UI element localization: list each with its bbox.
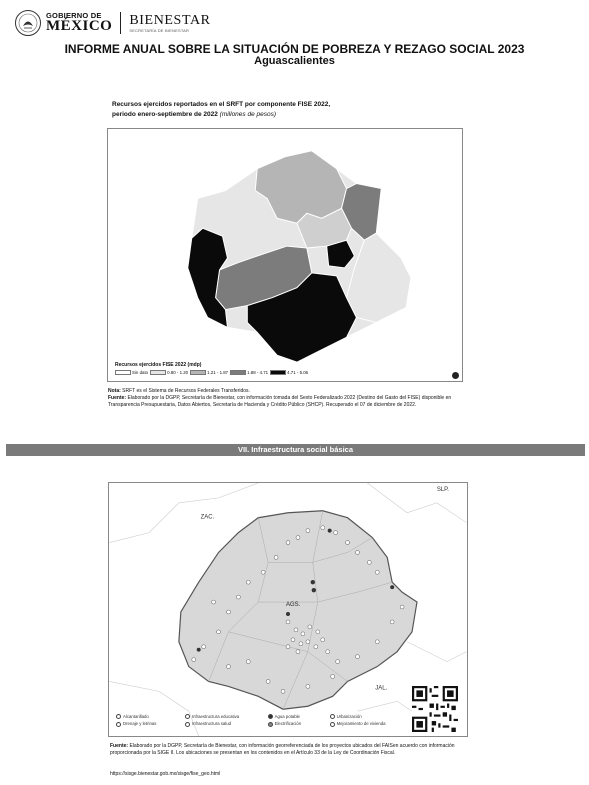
note-text: SRFT es el Sistema de Recursos Federales Transferidos. <box>122 388 250 394</box>
legend2-label: Alcantarillado <box>123 714 149 719</box>
source2-label: Fuente: <box>110 743 129 749</box>
legend-label: Sin dato <box>132 370 149 375</box>
legend2-item <box>116 721 177 726</box>
legend2-label: Infraestructura salud <box>191 721 232 727</box>
map1-svg <box>108 129 462 381</box>
brand-name: BIENESTAR <box>129 12 211 28</box>
map-info-icon <box>452 372 459 379</box>
note-label: Nota: <box>108 388 121 394</box>
figure1-notes <box>108 388 468 409</box>
document-subtitle: Aguascalientes <box>254 55 335 67</box>
drain-icon <box>116 722 121 727</box>
government-logo-text <box>46 12 112 35</box>
legend2-label: Agua potable <box>274 714 300 719</box>
legend2-label: Drenaje y letrinas <box>123 721 157 727</box>
legend-swatch <box>270 370 286 375</box>
figure1-caption <box>112 100 412 120</box>
document-title: INFORME ANUAL SOBRE LA SITUACIÓN DE POBREZA Y REZAGO SOCIAL 2023 <box>64 42 525 56</box>
legend2-item <box>185 714 260 719</box>
gov-line2: MÉXICO <box>46 18 113 35</box>
map2-legend <box>116 714 406 727</box>
school-icon <box>185 714 190 719</box>
source2-text: Elaborado por la DGPP, Secretaría de Bienestar, con información georreferenciada de los proyectos ubicados del FAISen acuerdo con información proporcionada por la SIGE II. Los ubicaciones se presentan en los contenidos en el Artículo 33 de la Ley de Coordinación Fiscal. <box>110 743 455 756</box>
legend-label: 1.21 - 1.87 <box>207 370 229 375</box>
source-label: Fuente: <box>108 395 127 401</box>
source-url-link[interactable]: https://sisge.bienestar.gob.mx/sisge/fise_geo.html <box>110 771 221 777</box>
bienestar-logo <box>129 14 210 33</box>
building-icon <box>330 714 335 719</box>
legend-item <box>115 370 148 375</box>
legend2-item <box>268 714 322 719</box>
label-slp: SLP. <box>436 486 449 493</box>
caption-line2: periodo enero-septiembre de 2022 <box>112 111 218 118</box>
caption-line1: Recursos ejercidos reportados en el SRFT por componente FISE 2022, <box>112 101 331 108</box>
sewer-icon <box>116 714 121 719</box>
legend-title: Recursos ejercidos FISE 2022 (mdp) <box>115 362 202 368</box>
map1-legend <box>115 362 308 375</box>
legend2-item <box>330 714 406 719</box>
legend-item <box>190 370 228 375</box>
legend2-item <box>116 714 177 719</box>
legend-swatch <box>150 370 166 375</box>
legend2-item <box>185 721 260 726</box>
legend2-label: Electrificación <box>274 721 302 727</box>
header-divider <box>120 12 121 34</box>
fise-choropleth-map <box>107 128 463 382</box>
qr-code-icon[interactable] <box>412 686 458 732</box>
legend2-label: Infraestructura educativa <box>191 714 240 719</box>
legend-item <box>270 370 308 375</box>
water-drop-icon <box>268 714 273 719</box>
legend-label: 1.88 - 4.71 <box>247 370 269 375</box>
caption-unit: (millones de pesos) <box>219 111 277 118</box>
legend-swatch <box>230 370 246 375</box>
figure2-source <box>110 743 472 757</box>
mexico-seal-icon <box>14 9 42 37</box>
legend-items <box>115 370 308 375</box>
label-jal: JAL. <box>375 685 388 692</box>
legend-item <box>150 370 188 375</box>
legend-swatch <box>115 370 131 375</box>
source-text: Elaborado por la DGPP, Secretaría de Bienestar, con información tomada del Sexto Federalizado 2022 (Destino del Gasto del FISE) disponible en Transparencia Presupuestaria, Datos Abiertos, Secretaría de Hacienda y Crédito Público (SHCP). Recuperado el 07 de diciembre de 2022. <box>108 395 452 408</box>
label-ags: AGS. <box>286 602 301 609</box>
gov-line1: GOBIERNO DE <box>46 10 102 20</box>
brand-tagline: SECRETARÍA DE BIENESTAR <box>129 27 190 33</box>
legend-label: 0.80 - 1.20 <box>167 370 189 375</box>
health-icon <box>185 722 190 727</box>
legend-label: 4.71 - 5.06 <box>287 370 309 375</box>
page-header <box>14 10 211 36</box>
legend-item <box>230 370 268 375</box>
legend2-label: Urbanización <box>336 714 362 719</box>
legend2-item <box>268 721 322 726</box>
legend2-item <box>330 721 406 726</box>
label-zac: ZAC. <box>200 514 215 521</box>
legend2-label: Mejoramiento de vivienda <box>336 721 386 727</box>
house-icon <box>330 722 335 727</box>
electric-icon <box>268 722 273 727</box>
state-shape <box>179 511 417 709</box>
legend-swatch <box>190 370 206 375</box>
section-heading: VII. Infraestructura social básica <box>6 444 585 456</box>
